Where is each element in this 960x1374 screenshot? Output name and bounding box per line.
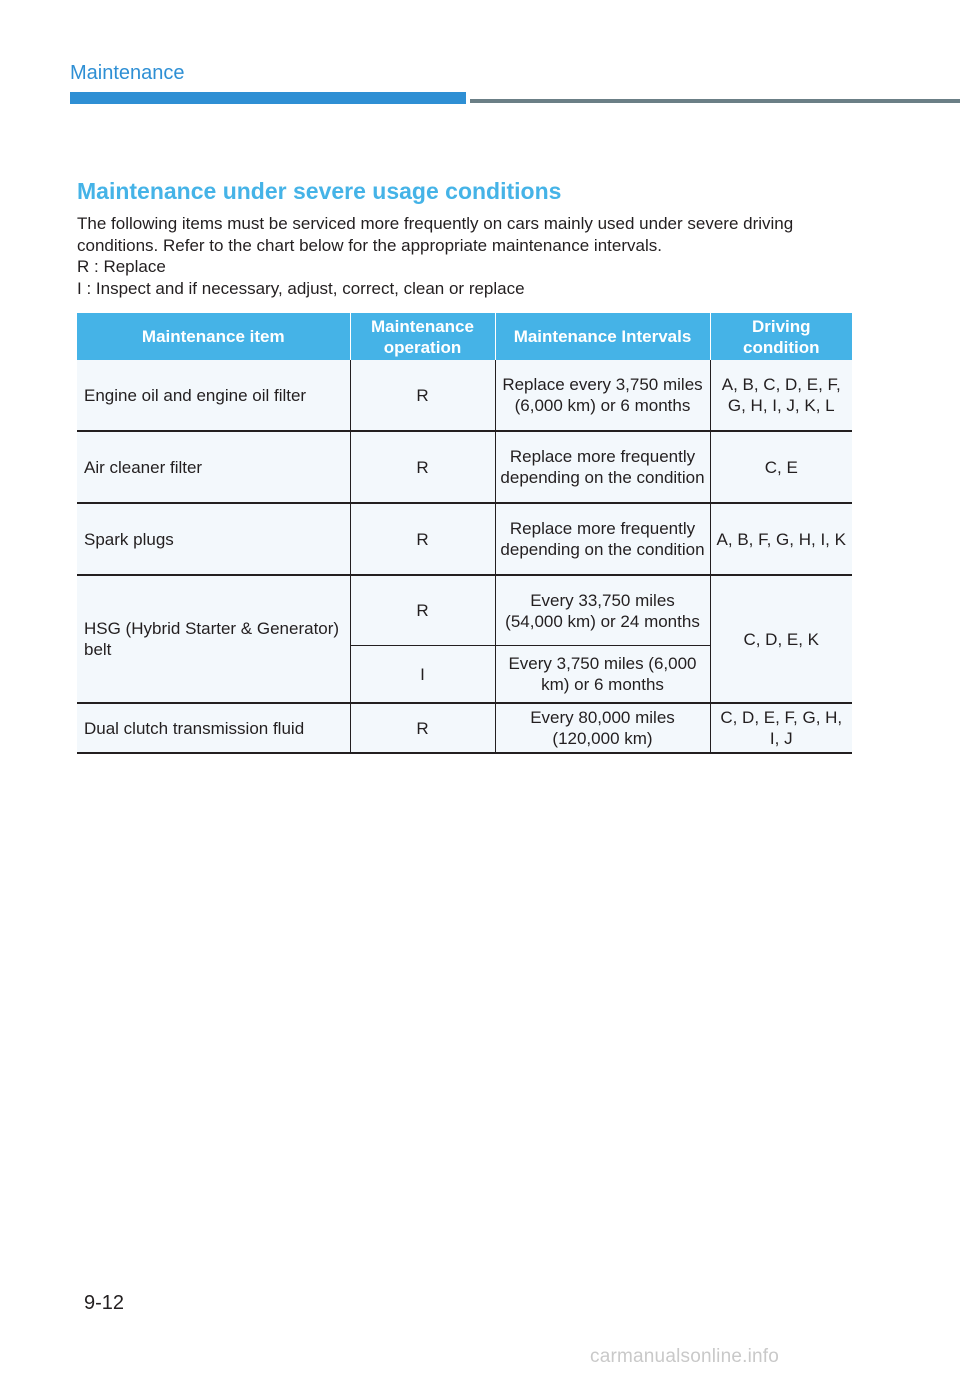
header-driving-condition: Driving condition xyxy=(710,313,852,360)
header-maintenance-intervals: Maintenance Intervals xyxy=(495,313,710,360)
cell-item: HSG (Hybrid Starter & Generator) belt xyxy=(77,575,350,703)
cell-condition: A, B, F, G, H, I, K xyxy=(710,503,852,575)
cell-condition: C, E xyxy=(710,431,852,503)
cell-item: Engine oil and engine oil filter xyxy=(77,360,350,431)
cell-operation: R xyxy=(350,503,495,575)
cell-operation: R xyxy=(350,575,495,646)
cell-operation: I xyxy=(350,646,495,704)
table-row xyxy=(77,503,852,575)
legend-inspect: I : Inspect and if necessary, adjust, correct, clean or replace xyxy=(77,278,525,298)
table-row xyxy=(77,431,852,503)
cell-interval: Replace every 3,750 miles (6,000 km) or 6 months xyxy=(495,360,710,431)
table-row xyxy=(77,360,852,431)
header-rule-gray xyxy=(470,99,960,103)
cell-operation: R xyxy=(350,431,495,503)
intro-text: The following items must be serviced more frequently on cars mainly used under severe driving conditions. Refer to the chart below for the appropriate maintenance intervals. xyxy=(77,214,794,255)
cell-item: Air cleaner filter xyxy=(77,431,350,503)
legend-replace: R : Replace xyxy=(77,257,166,276)
header-maintenance-operation: Maintenance operation xyxy=(350,313,495,360)
cell-interval: Every 80,000 miles (120,000 km) xyxy=(495,703,710,753)
main-content xyxy=(77,176,852,754)
cell-interval: Replace more frequently depending on the condition xyxy=(495,431,710,503)
header-rule-accent xyxy=(70,92,466,104)
cell-operation: R xyxy=(350,360,495,431)
cell-condition: A, B, C, D, E, F, G, H, I, J, K, L xyxy=(710,360,852,431)
page-title: Maintenance under severe usage conditions xyxy=(77,178,562,204)
watermark: carmanualsonline.info xyxy=(590,1346,780,1367)
page-number: 9-12 xyxy=(84,1292,125,1314)
cell-operation: R xyxy=(350,703,495,753)
maintenance-table xyxy=(77,313,852,754)
cell-item: Spark plugs xyxy=(77,503,350,575)
cell-interval: Every 3,750 miles (6,000 km) or 6 months xyxy=(495,646,710,704)
cell-item: Dual clutch transmission fluid xyxy=(77,703,350,753)
section-label: Maintenance xyxy=(70,62,185,84)
table-row xyxy=(77,575,852,646)
cell-condition: C, D, E, K xyxy=(710,575,852,703)
cell-interval: Every 33,750 miles (54,000 km) or 24 months xyxy=(495,575,710,646)
table-row xyxy=(77,703,852,753)
cell-condition: C, D, E, F, G, H, I, J xyxy=(710,703,852,753)
table-header-row xyxy=(77,313,852,360)
header-maintenance-item: Maintenance item xyxy=(77,313,350,360)
cell-interval: Replace more frequently depending on the condition xyxy=(495,503,710,575)
